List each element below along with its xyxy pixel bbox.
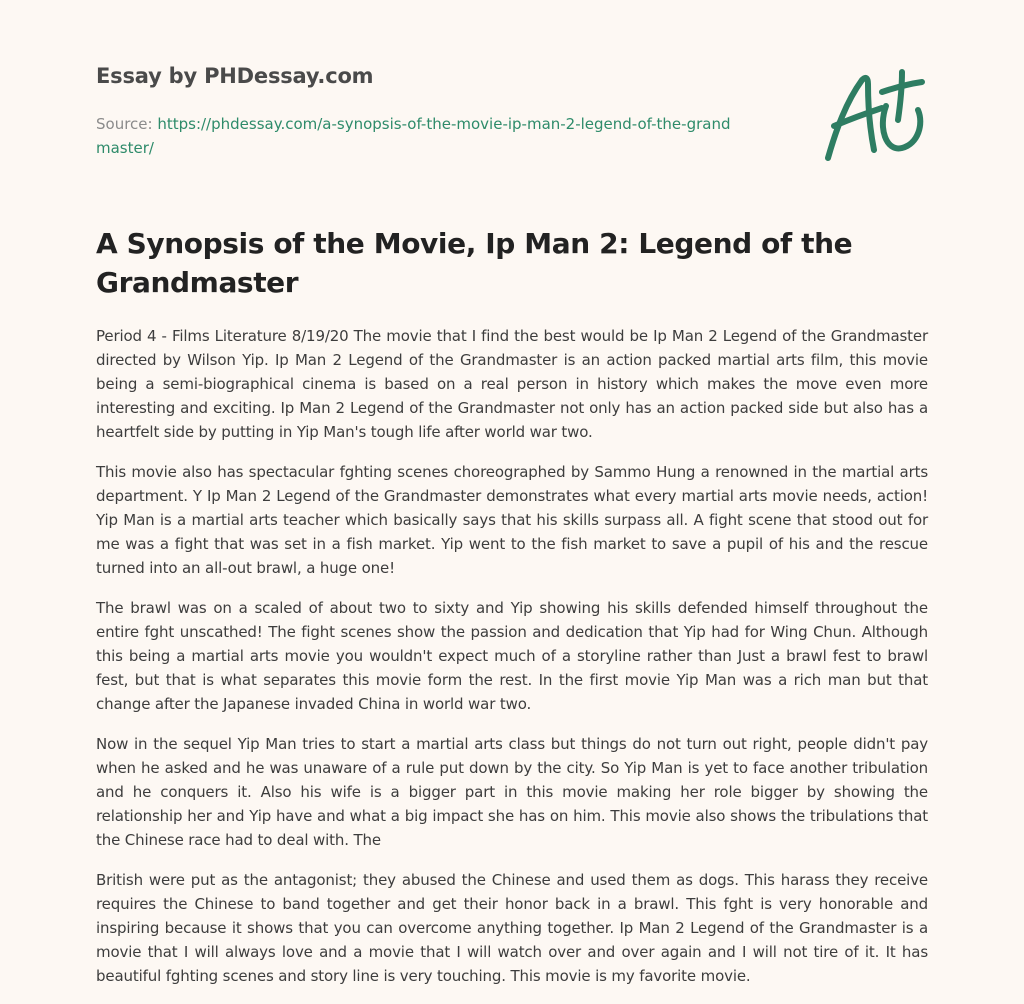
essay-body [96,324,928,1004]
source-line [96,112,736,160]
site-title: Essay by PHDessay.com [96,64,374,88]
essay-paragraph: This movie also has spectacular fghting scenes choreographed by Sammo Hung a renowned in the martial arts department. Y Ip Man 2 Legend of the Grandmaster demonstrates what every martial arts movie needs, action! Yip Man is a martial arts teacher which basically says that his skills surpass all. A fight scene that stood out for me was a fight that was set in a fish market. Yip went to the fish market to save a pupil of his and the rescue turned into an all-out brawl, a huge one! [96,463,928,577]
source-label: Source: [96,115,158,133]
essay-paragraph: Now in the sequel Yip Man tries to start a martial arts class but things do not turn out right, people didn't pay when he asked and he was unaware of a rule put down by the city. So Yip Man is yet to face another tribulation and he conquers it. Also his wife is a bigger part in this movie making her role bigger by showing the relationship her and Yip have and what a big impact she has on him. This movie also shows the tribulations that the Chinese race had to deal with. The [96,735,928,849]
essay-paragraph: The brawl was on a scaled of about two to sixty and Yip showing his skills defended himself throughout the entire fght unscathed! The fight scenes show the passion and dedication that Yip had for Wing Chun. Although this being a martial arts movie you wouldn't expect much of a storyline rather than Just a brawl fest to brawl fest, but that is what separates this movie form the rest. In the first movie Yip Man was a rich man but that change after the Japanese invaded China in world war two. [96,599,928,713]
source-link[interactable]: https://phdessay.com/a-synopsis-of-the-movie-ip-man-2-legend-of-the-grandmaster/ [96,115,731,157]
a-plus-grade-icon [822,68,930,164]
essay-title: A Synopsis of the Movie, Ip Man 2: Legend of the Grandmaster [96,227,853,299]
essay-paragraph: Period 4 - Films Literature 8/19/20 The movie that I find the best would be Ip Man 2 Legend of the Grandmaster directed by Wilson Yip. Ip Man 2 Legend of the Grandmaster is an action packed martial arts film, this movie being a semi-biographical cinema is based on a real person in history which makes the move even more interesting and exciting. Ip Man 2 Legend of the Grandmaster not only has an action packed side but also has a heartfelt side by putting in Yip Man's tough life after world war two. [96,327,928,441]
essay-paragraph: British were put as the antagonist; they abused the Chinese and used them as dogs. This harass they receive requires the Chinese to band together and get their honor back in a brawl. This fght is very honorable and inspiring because it shows that you can overcome anything together. Ip Man 2 Legend of the Grandmaster is a movie that I will always love and a movie that I will watch over and over again and I will not tire of it. It has beautiful fghting scenes and story line is very touching. This movie is my favorite movie. [96,871,928,985]
